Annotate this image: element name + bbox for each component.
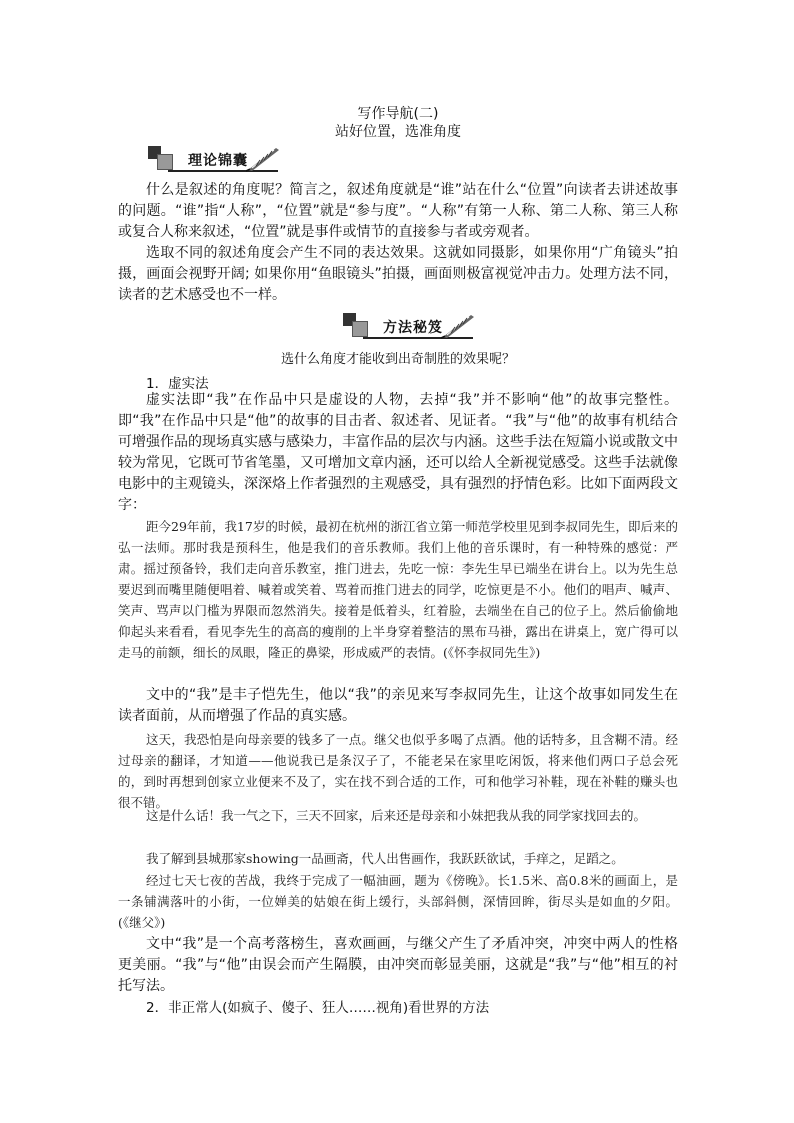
quote-excerpt: 距今29年前，我17岁的时候，最初在杭州的浙江省立第一师范学校里见到李叔同先生，即后来的弘一法师。那时我是预科生，他是我们的音乐教师。我们上他的音乐课时，有一种特殊的感觉：严肃。摇过预备铃，我们走向音乐教室，推门进去，先吃一惊：李先生早已端坐在讲台上。以为先生总要迟到而嘴里随便唱着、喊着或笑着、骂着而推门进去的同学，吃惊更是不小。他们的唱声、喊声、笑声、骂声以门槛为界限而忽然消失。接着是低着头，红着脸，去端坐在自己的位子上。然后偷偷地仰起头来看看，看见李先生的高高的瘦削的上半身穿着整洁的黑布马褂，露出在讲桌上，宽广得可以走马的前额，细长的凤眼，隆正的鼻梁，形成威严的表情。(《怀李叔同先生》) — [118, 519, 678, 660]
quote-excerpt: 经过七天七夜的苦战，我终于完成了一幅油画，题为《傍晚》。长1.5米、高0.8米的画面上，是一条铺满落叶的小街，一位婵美的姑娘在街上缓行，头部斜侧，深情回眸，街尽头是如血的夕阳。(《继父》) — [118, 873, 678, 930]
paragraph: 什么是叙述的角度呢？简言之，叙述角度就是“谁”站在什么“位置”向读者去讲述故事的问题。“谁”指“人称”，“位置”就是“参与度”。“人称”有第一人称、第二人称、第三人称或复合人称来叙述，“位置”就是事件或情节的直接参与者或旁观者。 — [118, 182, 678, 240]
section-label: 方法秘笈 — [383, 320, 443, 336]
quote-excerpt: 这是什么话！我一气之下，三天不回家，后来还是母亲和小妹把我从我的同学家找回去的。 — [146, 808, 647, 823]
paragraph: 文中“我”是一个高考落榜生，喜欢画画，与继父产生了矛盾冲突，冲突中两人的性格更美丽。“我”与“他”由误会而产生隔膜，由冲突而彰显美丽，这就是“我”与“他”相互的衬托写法。 — [118, 936, 678, 994]
paragraph: 文中的“我”是丰子恺先生，他以“我”的亲见来写李叔同先生，让这个故事如同发生在读者面前，从而增强了作品的真实感。 — [118, 687, 678, 724]
section-banner-theory — [148, 144, 288, 174]
page-title: 写作导航(二) — [357, 106, 439, 122]
quote-excerpt: 我了解到县城那家showing一品画斋，代人出售画作，我跃跃欲试，手痒之，足蹈之。 — [146, 851, 624, 866]
section-question: 选什么角度才能收到出奇制胜的效果呢？ — [280, 352, 515, 367]
page-subtitle: 站好位置，选准角度 — [335, 124, 461, 140]
quill-pen-icon — [246, 144, 280, 172]
quill-pen-icon — [441, 311, 475, 339]
paragraph: 选取不同的叙述角度会产生不同的表达效果。这就如同摄影，如果你用“广角镜头”拍摄，画面会视野开阔; 如果你用“鱼眼镜头”拍摄，画面则极富视觉冲击力。处理方法不同，读者的艺术感受也不一样。 — [118, 245, 678, 303]
method-heading: 2．非正常人(如疯子、傻子、狂人……视角)看世界的方法 — [146, 1000, 490, 1016]
quote-excerpt: 这天，我恐怕是向母亲要的钱多了一点。继父也似乎多喝了点酒。他的话特多，且含糊不清。经过母亲的翻译，才知道——他说我已是条汉子了，不能老呆在家里吃闲饭，将来他们两口子总会死的，到时再想到创家立业便来不及了，实在找不到合适的工作，可和他学习补鞋，现在补鞋的赚头也很不错。 — [118, 732, 678, 810]
section-label: 理论锦囊 — [188, 153, 248, 169]
section-banner-methods — [343, 311, 483, 341]
method-heading: 1．虚实法 — [146, 376, 209, 392]
paragraph: 虚实法即“我”在作品中只是虚设的人物，去掉“我”并不影响“他”的故事完整性。即“我”在作品中只是“他”的故事的目击者、叙述者、见证者。“我”与“他”的故事有机结合可增强作品的现场真实感与感染力，丰富作品的层次与内涵。这些手法在短篇小说或散文中较为常见，它既可节省笔墨，又可增加文章内涵，还可以给人全新视觉感受。这些手法就像电影中的主观镜头，深深烙上作者强烈的主观感受，具有强烈的抒情色彩。比如下面两段文字： — [118, 392, 678, 513]
